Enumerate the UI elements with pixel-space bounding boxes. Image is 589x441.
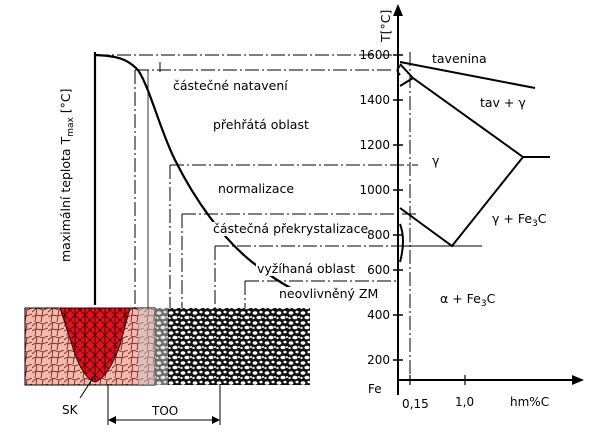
zone-partial-recrystallization-label: částečná překrystalizace <box>213 221 369 236</box>
left-axis-label-text: maximální teplota T <box>58 136 73 262</box>
tick-800: 800 <box>367 228 390 242</box>
zone-annealed-label: vyžíhaná oblast <box>257 261 356 276</box>
specimen-cross-section <box>25 308 310 385</box>
phase-alpha-cementite-suffix: C <box>486 291 496 306</box>
phase-liquid-gamma-label: tav + γ <box>480 95 526 110</box>
fe-label: Fe <box>368 382 382 396</box>
tick-1600: 1600 <box>359 48 390 62</box>
base-metal-dark <box>155 308 310 385</box>
phase-gamma-label: γ <box>432 153 440 168</box>
x-axis-arrow <box>572 375 584 385</box>
phase-alpha-cementite-subscript: 3 <box>480 299 487 309</box>
tick-1200: 1200 <box>359 138 390 152</box>
zone-normalization-label: normalizace <box>218 181 295 196</box>
phase-gamma-cementite-suffix: C <box>537 211 547 226</box>
tick-200: 200 <box>367 353 390 367</box>
left-axis-label-unit: [°C] <box>58 88 73 118</box>
zone-unaffected-label: neovlivněný ZM <box>279 286 379 301</box>
weld-label: SK <box>62 403 78 417</box>
zone-partial-melting-label: částečné natavení <box>173 78 288 93</box>
x-tick-015: 0,15 <box>402 397 429 411</box>
tick-400: 400 <box>367 308 390 322</box>
phase-gamma-cementite-text: γ + Fe <box>492 211 533 226</box>
zone-overheated-label: přehřátá oblast <box>213 117 309 132</box>
haz-label: TOO <box>152 404 179 418</box>
left-axis-label-subscript: max <box>66 117 76 137</box>
phase-liquid-label: tavenina <box>432 51 487 66</box>
phase-boundaries <box>398 62 551 262</box>
tick-1400: 1400 <box>359 93 390 107</box>
right-axis-title: T[°C] <box>378 9 393 42</box>
tick-600: 600 <box>367 263 390 277</box>
phase-alpha-cementite-text: α + Fe <box>440 291 481 306</box>
right-axis-arrow <box>393 4 403 16</box>
phase-gamma-cementite-subscript: 3 <box>532 219 538 229</box>
x-axis-unit: hm%C <box>510 395 550 409</box>
x-tick-10: 1,0 <box>455 395 475 409</box>
phase-gamma-cementite-label <box>492 212 546 231</box>
tick-1000: 1000 <box>359 183 390 197</box>
phase-alpha-cementite-label <box>440 292 495 311</box>
left-axis-label <box>58 88 76 262</box>
